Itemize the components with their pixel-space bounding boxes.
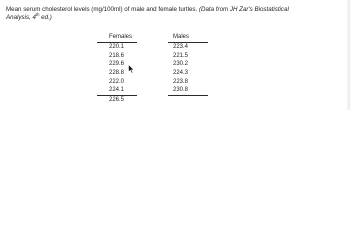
- caption-source: (Data from JH Zar's Biostatistical: [198, 6, 289, 13]
- females-value: 228.8: [109, 70, 125, 77]
- caption-book-title: Analysis, 4: [6, 14, 36, 21]
- males-column: [168, 33, 208, 96]
- males-bottom-rule: [168, 95, 208, 96]
- females-value: 220.1: [109, 44, 125, 50]
- males-value: 230.8: [173, 87, 189, 94]
- caption-edition: ed.): [41, 14, 52, 21]
- caption-line-2: [6, 11, 346, 22]
- caption-edition-sup: th: [35, 11, 40, 17]
- females-value: 224.1: [109, 87, 125, 94]
- males-value: 230.2: [173, 61, 189, 68]
- males-value: 221.5: [173, 52, 189, 59]
- males-header: Males: [168, 33, 208, 43]
- table-caption: [6, 6, 346, 22]
- females-header: Females: [97, 33, 137, 43]
- females-value: 222.0: [109, 78, 125, 85]
- females-value: 218.6: [109, 52, 125, 59]
- males-value: 223.8: [173, 78, 189, 85]
- males-value: 224.3: [173, 70, 189, 77]
- males-value: 223.4: [173, 44, 189, 50]
- caption-text: Mean serum cholesterol levels (mg/100ml) of male and female turtles.: [6, 6, 198, 13]
- females-value: 226.5: [97, 95, 137, 105]
- caption-line-1: [6, 6, 346, 14]
- mouse-pointer-icon: [128, 64, 135, 74]
- females-value: 229.6: [109, 61, 125, 68]
